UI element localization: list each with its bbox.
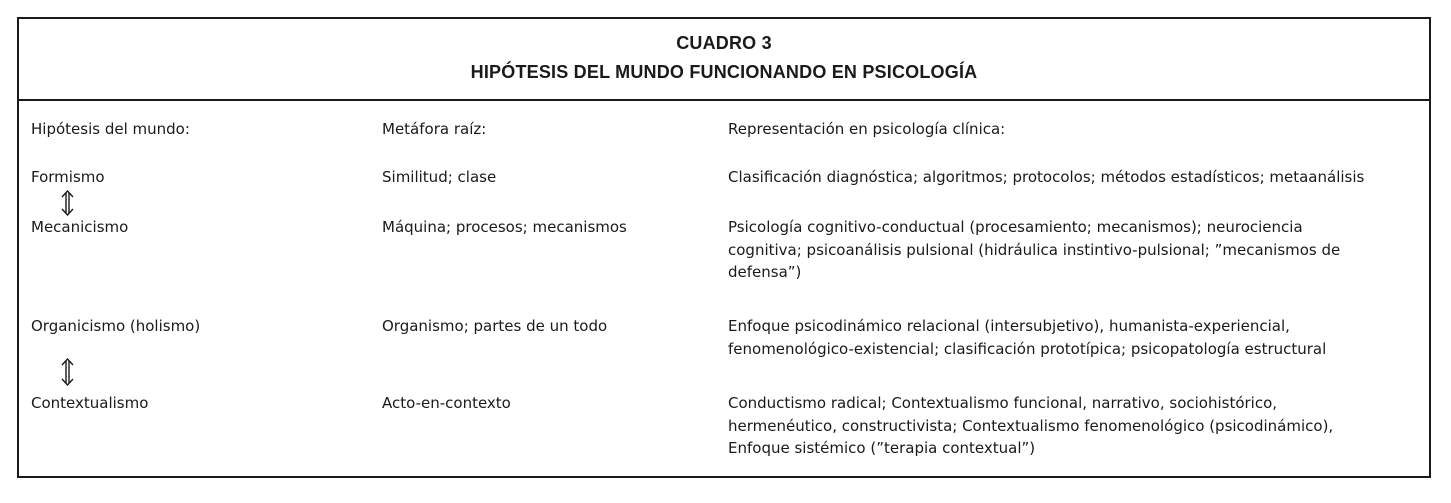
- row-formismo-representation: [728, 166, 1364, 189]
- representation-line: Enfoque psicodinámico relacional (intersubjetivo), humanista-experiencial,: [728, 317, 1290, 335]
- representation-line: Psicología cognitivo-conductual (procesamiento; mecanismos); neurociencia: [728, 218, 1303, 236]
- header-metaphor: Metáfora raíz:: [382, 120, 487, 138]
- table-caption: HIPÓTESIS DEL MUNDO FUNCIONANDO EN PSICOLOGÍA: [470, 62, 978, 82]
- row-mecanicismo-metaphor: Máquina; procesos; mecanismos: [382, 218, 627, 236]
- representation-line: fenomenológico-existencial; clasificación prototípica; psicopatología estructural: [728, 339, 1327, 358]
- row-organicismo-representation: [728, 315, 1326, 360]
- bidirectional-arrow-icon: [60, 190, 76, 216]
- row-contextualismo-hypothesis: Contextualismo: [31, 394, 149, 412]
- row-contextualismo-representation: [728, 392, 1333, 460]
- representation-line: Enfoque sistémico (”terapia contextual”): [728, 439, 1036, 457]
- representation-line: defensa”): [728, 263, 802, 281]
- representation-line: cognitiva; psicoanálisis pulsional (hidráulica instintivo-pulsional; ”mecanismos de: [728, 240, 1341, 259]
- row-formismo-hypothesis: Formismo: [31, 168, 105, 186]
- table-frame: [17, 17, 1431, 478]
- row-contextualismo-metaphor: Acto-en-contexto: [382, 394, 511, 412]
- row-formismo-metaphor: Similitud; clase: [382, 168, 497, 186]
- header-hypothesis: Hipótesis del mundo:: [31, 120, 190, 138]
- table-number: CUADRO 3: [676, 33, 772, 53]
- representation-line: hermenéutico, constructivista; Contextualismo fenomenológico (psicodinámico),: [728, 416, 1334, 435]
- row-mecanicismo-hypothesis: Mecanicismo: [31, 218, 129, 236]
- representation-line: Conductismo radical; Contextualismo funcional, narrativo, sociohistórico,: [728, 394, 1278, 412]
- row-mecanicismo-representation: [728, 216, 1340, 284]
- header-representation: Representación en psicología clínica:: [728, 120, 1006, 138]
- bidirectional-arrow-icon: [60, 358, 76, 386]
- representation-line: Clasificación diagnóstica; algoritmos; protocolos; métodos estadísticos; metaanálisis: [728, 168, 1365, 186]
- table-title: [19, 19, 1429, 101]
- row-organicismo-metaphor: Organismo; partes de un todo: [382, 317, 608, 335]
- row-organicismo-hypothesis: Organicismo (holismo): [31, 317, 201, 335]
